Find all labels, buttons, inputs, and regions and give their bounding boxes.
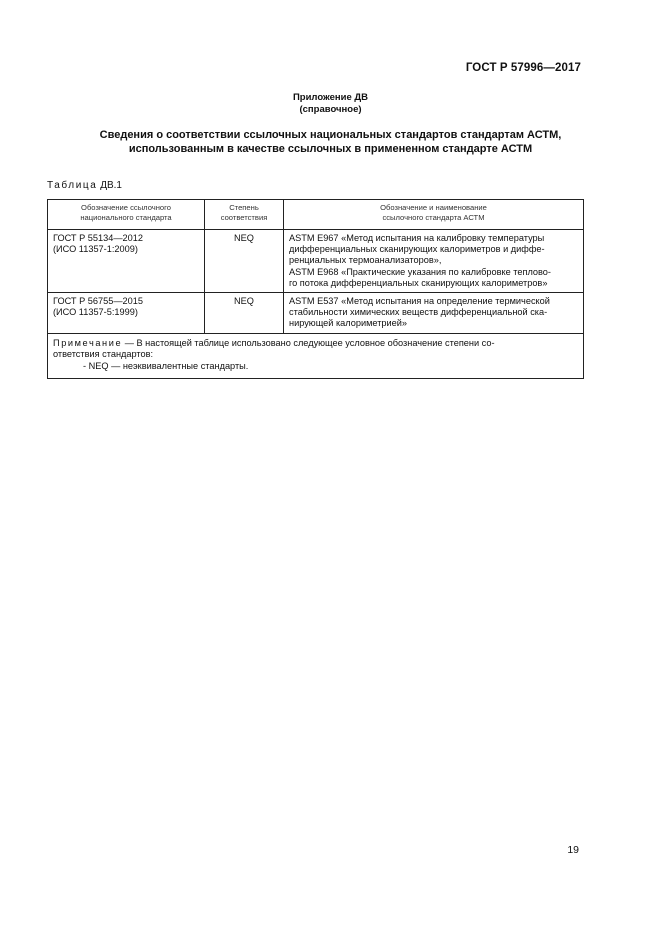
- standards-table: [47, 199, 584, 379]
- header-astm-standard-line-1: Обозначение и наименование: [380, 203, 487, 212]
- table-caption-number: ДВ.1: [100, 180, 122, 191]
- header-degree-line-2: соответствия: [220, 213, 268, 222]
- header-national-standard-line-2: национального стандарта: [80, 213, 172, 222]
- cell-national-standard: [48, 293, 205, 334]
- table-header-row: [48, 200, 584, 230]
- iso-equivalent: (ИСО 11357-1:2009): [53, 244, 138, 255]
- note-item: - NEQ — неэквивалентные стандарты.: [83, 361, 249, 372]
- cell-national-standard: [48, 230, 205, 293]
- section-title: [60, 128, 601, 156]
- header-astm-standard: [284, 200, 584, 230]
- note-text-line-1: — В настоящей таблице использовано следующее условное обозначение степени со-: [122, 337, 495, 348]
- header-degree-line-1: Степень: [229, 203, 259, 212]
- page-number: 19: [567, 844, 579, 856]
- annex-heading: [0, 92, 661, 116]
- table-note: [48, 333, 584, 378]
- astm-line: ASTM E968 «Практические указания по калибровке теплово-: [289, 266, 551, 277]
- note-text-line-2: ответствия стандартов:: [53, 349, 154, 360]
- astm-line: ASTM E537 «Метод испытания на определение термической: [289, 296, 550, 307]
- astm-line: стабильности химических веществ дифференциальной ска-: [289, 307, 548, 318]
- table-caption: [47, 180, 122, 191]
- header-degree: [205, 200, 284, 230]
- astm-line: го потока дифференциальных сканирующих калориметров»: [289, 277, 548, 288]
- iso-equivalent: (ИСО 11357-5:1999): [53, 307, 138, 318]
- cell-astm-standard: [284, 230, 584, 293]
- table-row: [48, 230, 584, 293]
- annex-subtitle: (справочное): [299, 104, 362, 115]
- astm-line: нирующей калориметрией»: [289, 318, 408, 329]
- cell-degree: NEQ: [205, 230, 284, 293]
- table-note-row: [48, 333, 584, 378]
- astm-line: ренциальных термоанализаторов»,: [289, 255, 442, 266]
- national-standard-code: ГОСТ Р 56755—2015: [53, 296, 143, 307]
- header-astm-standard-line-2: ссылочного стандарта АСТМ: [382, 213, 485, 222]
- annex-title: Приложение ДВ: [292, 92, 369, 103]
- cell-degree: NEQ: [205, 293, 284, 334]
- note-label: Примечание: [53, 337, 123, 348]
- table-caption-word: Таблица: [47, 180, 98, 191]
- national-standard-code: ГОСТ Р 55134—2012: [53, 233, 143, 243]
- astm-line: дифференциальных сканирующих калориметров и диффе-: [289, 244, 545, 255]
- section-title-line-2: использованным в качестве ссылочных в примененном стандарте АСТМ: [128, 143, 533, 155]
- section-title-line-1: Сведения о соответствии ссылочных национальных стандартов стандартам АСТМ,: [99, 129, 562, 141]
- astm-line: ASTM E967 «Метод испытания на калибровку температуры: [289, 233, 545, 243]
- table-row: [48, 293, 584, 334]
- cell-astm-standard: [284, 293, 584, 334]
- header-national-standard: [48, 200, 205, 230]
- header-national-standard-line-1: Обозначение ссылочного: [81, 203, 171, 212]
- document-code: ГОСТ Р 57996—2017: [465, 62, 581, 74]
